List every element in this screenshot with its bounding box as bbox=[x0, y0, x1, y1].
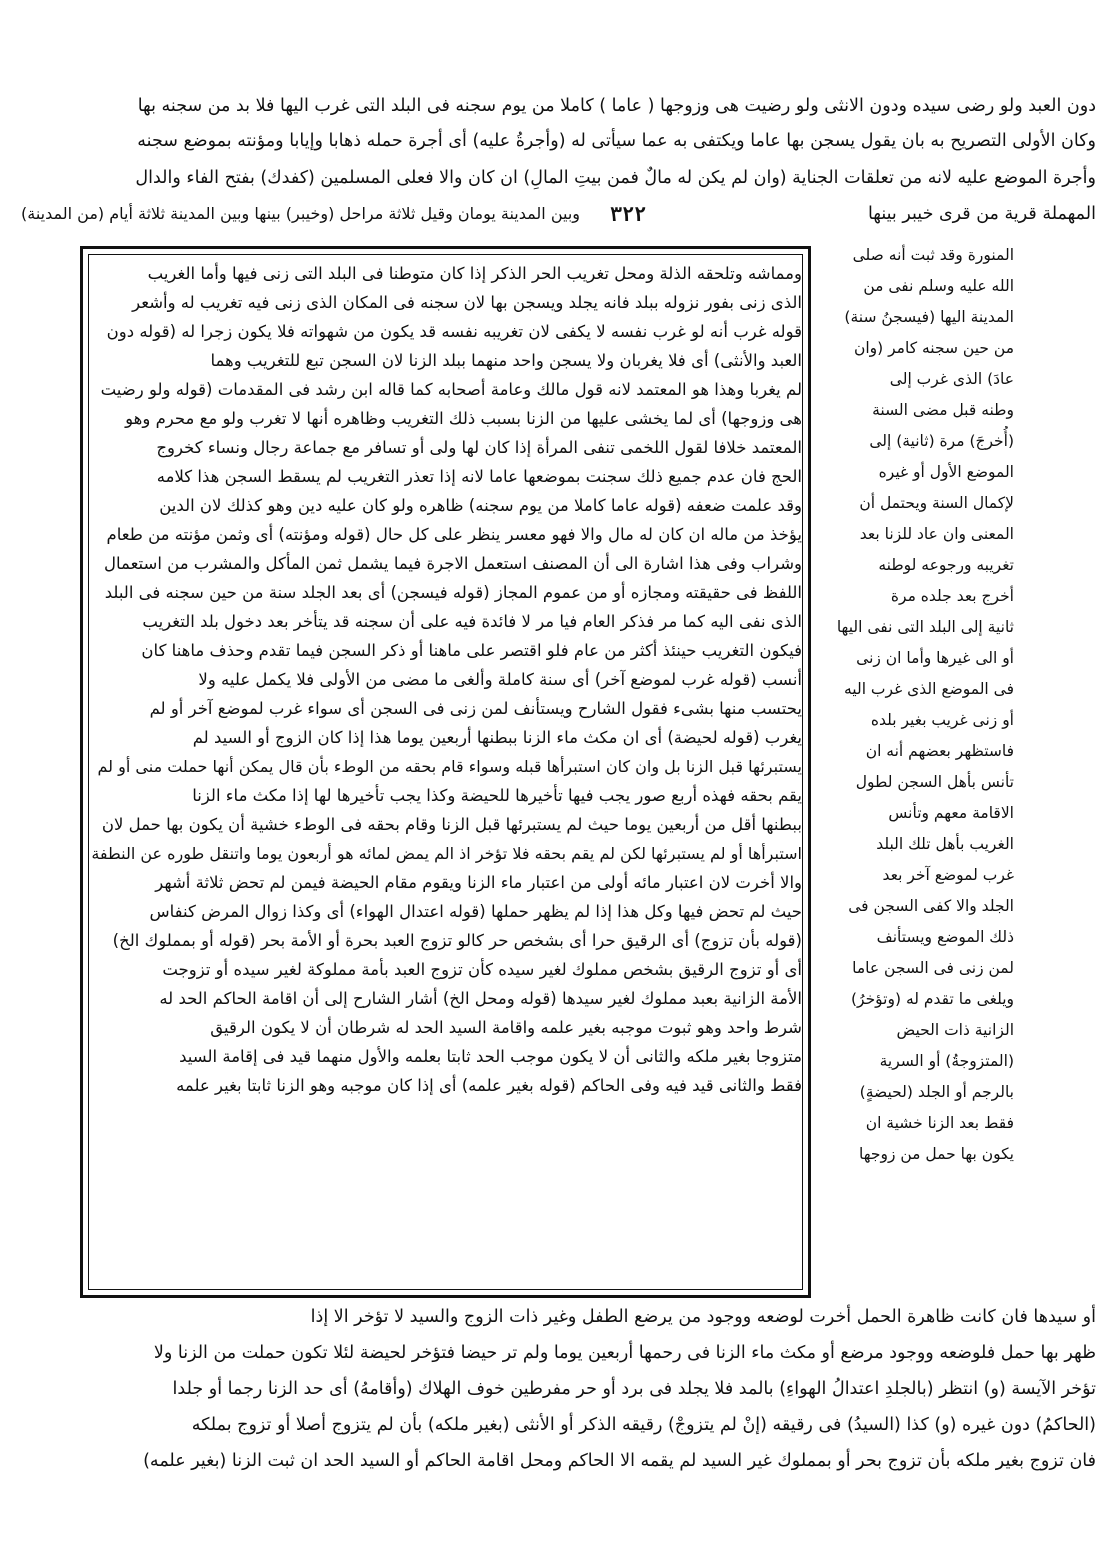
side-line: الجلد والا كفى السجن فى bbox=[848, 897, 1014, 915]
side-line: الغريب بأهل تلك البلد bbox=[876, 835, 1014, 853]
side-line: ذلك الموضع ويستأنف bbox=[876, 928, 1014, 946]
commentary-line: والا أخرت لان اعتبار مائه أولى من اعتبار ماء الزنا ويقوم مقام الحيضة فيمن لم تحض ثلاثة أشهر bbox=[155, 873, 802, 892]
commentary-line: (قوله بأن تزوج) أى الرقيق حرا أى بشخص حر كالو تزوج العبد بحرة أو الأمة بحر (قوله أو بمملوك الخ) bbox=[112, 931, 802, 950]
commentary-line: وشراب وفى هذا اشارة الى أن المصنف استعمل الاجرة فيما يشمل ثمن المأكل والمشرب من استعمال bbox=[104, 554, 802, 573]
side-line: أو الى غيرها وأما ان زنى bbox=[856, 649, 1014, 667]
side-line: فى الموضع الذى غرب اليه bbox=[843, 680, 1014, 698]
commentary-line: الذى زنى بفور نزوله ببلد فانه يجلد ويسجن بها لان سجنه فى المكان الذى زنى فيه تغريب له وأشعر bbox=[132, 293, 802, 312]
commentary-line: فقط والثانى قيد فيه وفى الحاكم (قوله بغير علمه) أى إذا كان موجبه وهو الزنا ثابتا بغير علمه bbox=[176, 1076, 802, 1095]
side-line: أو زنى غريب بغير بلده bbox=[870, 711, 1014, 729]
side-line: غرب لموضع آخر بعد bbox=[882, 866, 1014, 884]
side-line: الزانية ذات الحيض bbox=[896, 1021, 1014, 1039]
side-column bbox=[812, 240, 1012, 1300]
commentary-line: اللفظ فى حقيقته ومجازه أو من عموم المجاز (قوله فيسجن) أى بعد الجلد سنة من حين سجنه فى البلد bbox=[104, 583, 802, 602]
commentary-line: حيث لم تحض فيها وكل هذا إذا لم يظهر حملها (قوله اعتدال الهواء) أى وكذا زوال المرض كنفاس bbox=[149, 902, 802, 921]
commentary-line: فيكون التغريب حينئذ أكثر من عام فلو اقتصر على ماهنا أو ذكر السجن فيما تقدم وحذف ماهنا كان bbox=[141, 641, 802, 660]
commentary-line: يؤخذ من ماله ان كان له مال والا فهو معسر ينظر على كل حال (قوله ومؤنته) أى وثمن مؤنته من طعام bbox=[106, 525, 802, 544]
side-line: لمن زنى فى السجن عاما bbox=[852, 959, 1014, 977]
commentary-line: يستبرئها قبل الزنا بل وان كان استبرأها قبله وسواء قام بحقه من الوطء بأن قال يمكن أنها حملت منى أو لم bbox=[97, 757, 802, 776]
commentary-frame bbox=[80, 246, 811, 1298]
top-text-line-2: وكان الأولى التصريح به بان يقول يسجن بها عاما ويكتفى به عما سيأتى له (وأجرةُ عليه) أى أجرة حمله ذهابا وإيابا ومؤنته بموضع سجنه bbox=[137, 131, 1096, 151]
side-line: يكون بها حمل من زوجها bbox=[859, 1145, 1014, 1163]
top-text-line-4-left: وبين المدينة يومان وقيل ثلاثة مراحل (وخيبر) بينها وبين المدينة ثلاثة أيام (من المدينة) bbox=[21, 204, 580, 223]
side-line: وطنه قبل مضى السنة bbox=[872, 401, 1014, 419]
side-line: (أُخرجَ) مرة (ثانية) إلى bbox=[869, 432, 1014, 450]
side-line: المعنى وان عاد للزنا بعد bbox=[859, 525, 1014, 543]
top-text-line-1: دون العبد ولو رضى سيده ودون الانثى ولو رضيت هى وزوجها ( عاما ) كاملا من يوم سجنه فى البلد التى غرب اليها فلا بد من سجنه بها bbox=[137, 96, 1096, 116]
bottom-text-line-4: (الحاكمُ) دون غيره (و) كذا (السيدُ) فى رقيقه (إنْ لم يتزوجْ) رقيقه الذكر أو الأنثى (بغير ملكه) بأن لم يتزوج أصلا أو تزوج بملكه bbox=[191, 1415, 1096, 1435]
commentary-line: هى وزوجها) أى لما يخشى عليها من الزنا بسبب ذلك التغريب وظاهره أنها لا تغرب ولو مع محرم وهو bbox=[125, 409, 802, 428]
commentary-line: استبرأها أو لم يستبرئها لكن لم يقم بحقه فلا تؤخر اذ الم يمض لمائه هو أربعون يوما واتنقل طوره عن النطفة bbox=[91, 844, 802, 863]
bottom-text-line-3: تؤخر الآيسة (و) انتظر (بالجلدِ اعتدالُ الهواءِ) بالمد فلا يجلد فى برد أو حر مفرطين خوف الهلاك (وأقامهُ) أى حد الزنا رجما أو جلدا bbox=[172, 1379, 1096, 1399]
side-line: تغريبه ورجوعه لوطنه bbox=[878, 556, 1014, 574]
side-line: عادَ) الذى غرب إلى bbox=[889, 370, 1014, 388]
commentary-line: لم يغربا وهذا هو المعتمد لانه قول مالك وعامة أصحابه كما قاله ابن رشد فى المقدمات (قوله ولو رضيت bbox=[100, 380, 802, 399]
side-line: لإكمال السنة ويحتمل أن bbox=[859, 494, 1014, 512]
commentary-line: يقم بحقه فهذه أربع صور يجب فيها تأخيرها للحيضة وكذا يجب تأخيرها لها إذا مكث ماء الزنا bbox=[192, 786, 802, 805]
side-line: المنورة وقد ثبت أنه صلى bbox=[852, 246, 1014, 264]
side-line: ويلغى ما تقدم له (وتؤخرُ) bbox=[850, 990, 1014, 1008]
bottom-text-line-5: فان تزوج بغير ملكه بأن تزوج بحر أو بمملوك غير السيد لم يقمه الا الحاكم ومحل اقامة الحاكم أو السيد الحد ان ثبت الزنا (بغير علمه) bbox=[143, 1451, 1096, 1471]
side-line: من حين سجنه كامر (وان bbox=[853, 339, 1014, 357]
commentary-line: الحج فان عدم جميع ذلك سجنت بموضعها عاما لانه إذا تعذر التغريب لم يسقط السجن هذا كلامه bbox=[156, 467, 802, 486]
side-line: أخرج بعد جلده مرة bbox=[890, 587, 1014, 605]
top-text-line-4-right: المهملة قرية من قرى خيبر بينها bbox=[867, 204, 1096, 224]
commentary-line: الأمة الزانية بعبد مملوك لغير سيدها (قوله ومحل الخ) أشار الشارح إلى أن اقامة الحاكم الحد له bbox=[159, 989, 802, 1008]
side-line: المدينة اليها (فيسجنُ سنة) bbox=[844, 308, 1014, 326]
bottom-text-line-2: ظهر بها حمل فلوضعه ووجود مرضع أو مكث ماء الزنا فى رحمها أربعين يوما ولم تر حيضا فتؤخر لحيضة لئلا تكون حملت من الزنا ولا bbox=[153, 1343, 1096, 1363]
side-line: الاقامة معهم وتأنس bbox=[888, 804, 1014, 822]
bottom-text-line-1: أو سيدها فان كانت ظاهرة الحمل أخرت لوضعه ووجود من يرضع الطفل وغير ذات الزوج والسيد لا تؤخر الا إذا bbox=[310, 1307, 1096, 1327]
page-number: ٣٢٢ bbox=[609, 202, 647, 226]
commentary-line: ومماشه وتلحقه الذلة ومحل تغريب الحر الذكر إذا كان متوطنا فى البلد التى زنى فيها وأما الغريب bbox=[147, 264, 802, 283]
commentary-line: ببطنها أقل من أربعين يوما حيث لم يستبرئها قبل الزنا وقام بحقه فى الوطء خشية أن يكون بها حمل لان bbox=[101, 815, 802, 834]
top-text-line-3: وأجرة الموضع عليه لانه من تعلقات الجناية (وان لم يكن له مالٌ فمن بيتِ المالِ) ان كان والا فعلى المسلمين (كفدك) بفتح الفاء والدال bbox=[135, 168, 1096, 188]
commentary-line: المعتمد خلافا لقول اللخمى تنفى المرأة إذا كان لها ولى أو تسافر مع جماعة رجال ونساء كخروج bbox=[156, 438, 802, 457]
commentary-line: العبد والأنثى) أى فلا يغربان ولا يسجن واحد منهما ببلد الزنا لان السجن تبع للتغريب وهما bbox=[210, 351, 802, 370]
commentary-line: يغرب (قوله لحيضة) أى ان مكث ماء الزنا ببطنها أربعين يوما هذا إذا كان الزوج أو السيد لم bbox=[192, 728, 802, 747]
commentary-line: الذى نفى اليه كما مر فذكر العام فيا مر لا فائدة فيه على أن سجنه قد يتأخر بعد دخول بلد التغريب bbox=[142, 612, 802, 631]
side-line: (المتزوجةُ) أو السرية bbox=[879, 1052, 1014, 1070]
commentary-line bbox=[82, 1100, 802, 1129]
side-line: الموضع الأول أو غيره bbox=[878, 463, 1014, 481]
commentary-line: أى أو تزوج الرقيق بشخص مملوك لغير سيده كأن تزوج العبد بأمة مملوكة لغير سيده أو تزوجت bbox=[162, 960, 802, 979]
commentary-line: قوله غرب أنه لو غرب نفسه لا يكفى لان تغريبه نفسه قد يكون من شهواته فلا يكون زجرا له (قوله دون bbox=[106, 322, 802, 341]
commentary-line: يحتسب منها بشىء فقول الشارح ويستأنف لمن زنى فى السجن أى سواء غرب لموضع آخر أو لم bbox=[149, 699, 802, 718]
side-line: فقط بعد الزنا خشية ان bbox=[865, 1114, 1014, 1132]
side-line: ثانية إلى البلد التى نفى اليها bbox=[836, 618, 1014, 636]
commentary-line: أنسب (قوله غرب لموضع آخر) أى سنة كاملة وألغى ما مضى من الأولى فلا يكمل عليه ولا bbox=[198, 670, 802, 689]
side-line: الله عليه وسلم نفى من bbox=[863, 277, 1014, 295]
side-line: فاستظهر بعضهم أنه ان bbox=[865, 742, 1014, 760]
commentary-text bbox=[89, 255, 802, 1289]
side-line: تأنس بأهل السجن لطول bbox=[855, 773, 1014, 791]
commentary-line: شرط واحد وهو ثبوت موجبه بغير علمه واقامة السيد الحد له شرطان أن لا يكون الرقيق bbox=[210, 1018, 802, 1037]
commentary-line: وقد علمت ضعفه (قوله عاما كاملا من يوم سجنه) ظاهره ولو كان عليه دين وهو كذلك لان الدين bbox=[159, 496, 802, 515]
commentary-inner-frame bbox=[88, 254, 803, 1290]
side-line: بالرجم أو الجلد (لحيضةٍ) bbox=[859, 1083, 1014, 1101]
commentary-line: متزوجا بغير ملكه والثانى أن لا يكون موجب الحد ثابتا بعلمه والأول منهما قيد فى إقامة السيد bbox=[179, 1047, 802, 1066]
